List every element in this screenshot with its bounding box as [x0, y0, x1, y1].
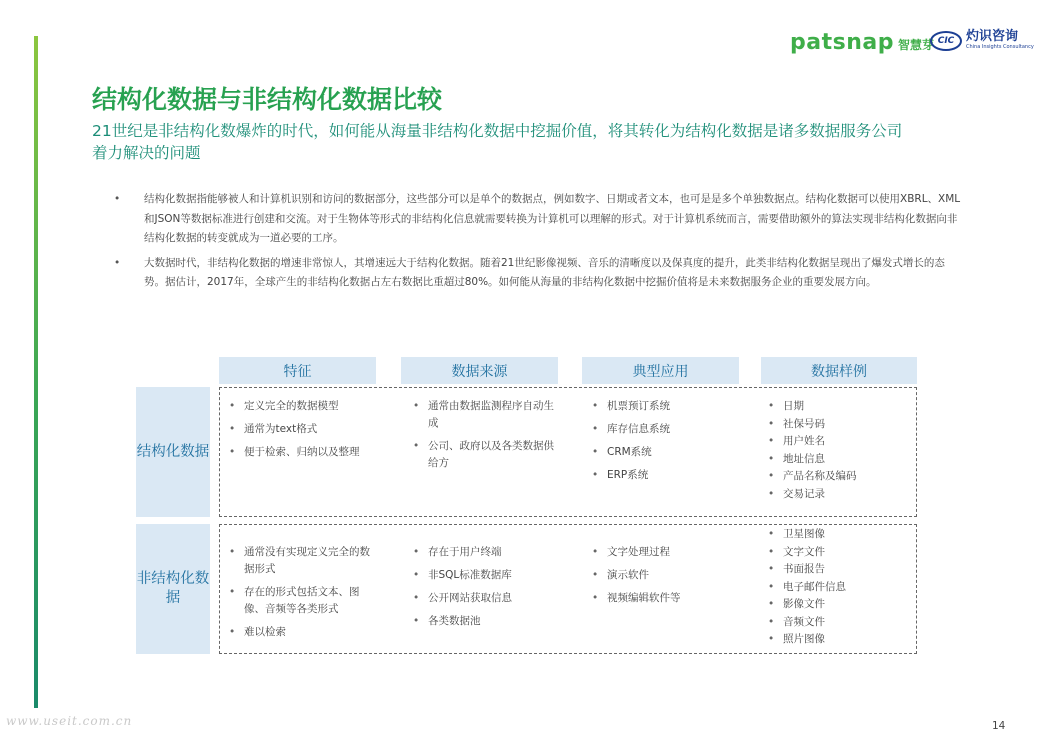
cic-logo: [930, 30, 1034, 51]
list-item: • 非SQL标准数据库: [413, 567, 563, 584]
cic-logo-mark: CIC: [930, 31, 962, 51]
intro-bullet: • 结构化数据指能够被人和计算机识别和访问的数据部分，这些部分可以是单个的数据点，例如数字、日期或者文本，也可是是多个单独数据点。结构化数据可以使用XBRL、XML和JSON等数据标准进行创建和交流。对于生物体等形式的非结构化信息就需要转换为计算机可以理解的形式。对于计算机系统而言，需要借助额外的算法实现非结构化数据向非结构化数据的转变就成为一道必要的工序。: [112, 190, 962, 249]
list-item: • 机票预订系统: [592, 398, 742, 415]
cic-logo-en: China Insights Consultancy: [966, 44, 1034, 50]
list-item: • 通常为text格式: [229, 421, 379, 438]
list-item: • 日期: [768, 398, 908, 416]
list-item: • 用户姓名: [768, 433, 908, 451]
list-item: • 定义完全的数据模型: [229, 398, 379, 415]
list-item: • 地址信息: [768, 451, 908, 469]
unstructured-examples: [768, 526, 908, 649]
column-header-features: 特征: [219, 357, 376, 384]
list-item: • 书面报告: [768, 561, 908, 579]
accent-bar: [34, 36, 38, 708]
patsnap-logo-text: patsnap: [790, 30, 894, 55]
list-item: • 交易记录: [768, 486, 908, 504]
list-item: • 各类数据池: [413, 613, 563, 630]
page-number: 14: [992, 720, 1006, 732]
list-item: • 演示软件: [592, 567, 742, 584]
list-item: • 存在的形式包括文本、图像、音频等各类形式: [229, 584, 379, 618]
cic-logo-cn: 灼识咨询: [966, 29, 1019, 44]
list-item: • 音频文件: [768, 614, 908, 632]
patsnap-logo: [790, 30, 934, 55]
row-label-structured: 结构化数据: [136, 387, 210, 517]
list-item: • 视频编辑软件等: [592, 590, 742, 607]
structured-sources: [413, 398, 563, 478]
intro-bullets: [112, 190, 962, 298]
page-subtitle: 21世纪是非结构化数爆炸的时代，如何能从海量非结构化数据中挖掘价值，将其转化为结构化数据是诸多数据服务公司着力解决的问题: [92, 122, 903, 162]
structured-examples: [768, 398, 908, 503]
list-item: • 公司、政府以及各类数据供给方: [413, 438, 563, 472]
page-title: 结构化数据与非结构化数据比较: [92, 85, 443, 114]
list-item: • 通常没有实现定义完全的数据形式: [229, 544, 379, 578]
list-item: • 便于检索、归纳以及整理: [229, 444, 379, 461]
list-item: • 影像文件: [768, 596, 908, 614]
list-item: • 电子邮件信息: [768, 579, 908, 597]
list-item: • 文字处理过程: [592, 544, 742, 561]
unstructured-applications: [592, 544, 742, 613]
watermark: www.useit.com.cn: [6, 714, 133, 728]
list-item: • 社保号码: [768, 416, 908, 434]
list-item: • 库存信息系统: [592, 421, 742, 438]
column-header-applications: 典型应用: [582, 357, 739, 384]
list-item: • ERP系统: [592, 467, 742, 484]
row-label-unstructured: 非结构化数据: [136, 524, 210, 654]
list-item: • 难以检索: [229, 624, 379, 641]
unstructured-features: [229, 544, 379, 647]
list-item: • 文字文件: [768, 544, 908, 562]
unstructured-sources: [413, 544, 563, 636]
list-item: • 公开网站获取信息: [413, 590, 563, 607]
list-item: • 通常由数据监测程序自动生成: [413, 398, 563, 432]
patsnap-logo-cn: 智慧芽: [897, 38, 934, 52]
list-item: • CRM系统: [592, 444, 742, 461]
structured-features: [229, 398, 379, 467]
structured-applications: [592, 398, 742, 490]
column-header-sources: 数据来源: [401, 357, 558, 384]
list-item: • 产品名称及编码: [768, 468, 908, 486]
list-item: • 照片图像: [768, 631, 908, 649]
column-header-examples: 数据样例: [761, 357, 917, 384]
list-item: • 卫星图像: [768, 526, 908, 544]
list-item: • 存在于用户终端: [413, 544, 563, 561]
intro-bullet: • 大数据时代，非结构化数据的增速非常惊人，其增速远大于结构化数据。随着21世纪影像视频、音乐的清晰度以及保真度的提升，此类非结构化数据呈现出了爆发式增长的态势。据估计，2017年，全球产生的非结构化数据占左右数据比重超过80%。如何能从海量的非结构化数据中挖掘价值将是未来数据服务企业的重要发展方向。: [112, 254, 962, 293]
